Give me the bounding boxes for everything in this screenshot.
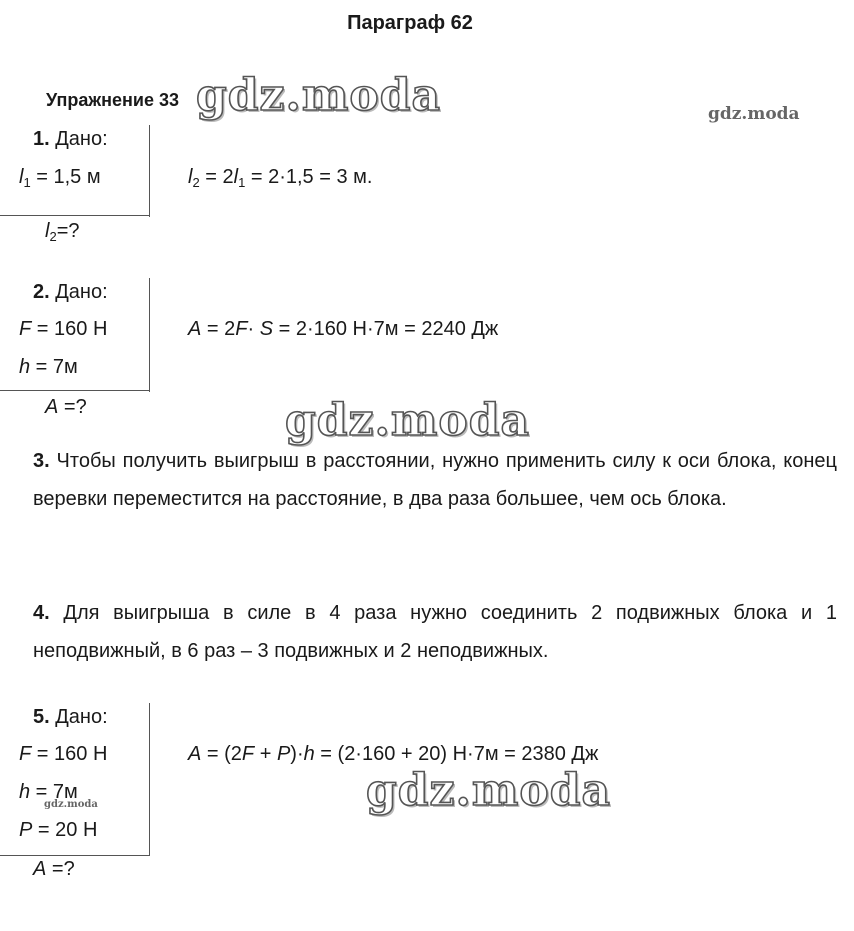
problem-4: [33, 594, 837, 670]
problem-2-number: 2.: [33, 281, 50, 303]
problem-2-solution: A = 2F· S = 2·160 Н·7м = 2240 Дж: [188, 318, 499, 340]
watermark-bottom: gdz.moda: [366, 765, 612, 816]
problem-1-solution: $l_2 = 2l_1 = 2\cdot 1,5 = 3$ м.: [188, 166, 373, 190]
given-divider: [149, 703, 150, 856]
given-label: Дано:: [55, 128, 108, 150]
problem-1-number: 1.: [33, 128, 50, 150]
problem-5-given-F: F = 160 Н: [19, 743, 108, 765]
problem-3-text: Чтобы получить выигрыш в расстоянии, нужно применить силу к оси блока, конец веревки переместится на расстояние, в два раза большее, чем ось блока.: [33, 450, 837, 510]
problem-3: [33, 442, 837, 518]
problem-5-given-P: P = 20 Н: [19, 819, 98, 841]
problem-4-text: Для выигрыша в силе в 4 раза нужно соединить 2 подвижных блока и 1 неподвижный, в 6 раз – 3 подвижных и 2 неподвижных.: [33, 602, 837, 662]
problem-5-number: 5.: [33, 706, 50, 728]
problem-2-find: A =?: [45, 396, 87, 418]
problem-5-given-h: h = 7м: [19, 781, 78, 803]
given-divider: [149, 278, 150, 392]
watermark-tiny: gdz.moda: [44, 799, 98, 810]
problem-1-find: $l_2=$?: [45, 220, 80, 244]
problem-3-number: 3.: [33, 450, 50, 472]
problem-2-given-heading: [33, 281, 108, 304]
given-underline: [0, 215, 150, 216]
given-divider: [149, 125, 150, 217]
watermark-middle: gdz.moda: [285, 395, 531, 446]
page-title: Параграф 62: [347, 12, 473, 34]
problem-2-given-F: F = 160 Н: [19, 318, 108, 340]
problem-1-given-l1: $l_1 = 1,5$ м: [19, 166, 101, 190]
given-underline: [0, 390, 150, 391]
problem-5-given-heading: [33, 706, 108, 729]
problem-4-number: 4.: [33, 602, 50, 624]
watermark-corner: gdz.moda: [708, 104, 800, 124]
problem-5-find: A =?: [33, 858, 75, 880]
problem-1-given-heading: [33, 128, 108, 151]
exercise-heading: Упражнение 33: [46, 90, 180, 110]
watermark-top: gdz.moda: [196, 70, 442, 121]
problem-5-solution: A = (2F + P)·h = (2·160 + 20) Н·7м = 2380 Дж: [188, 743, 599, 765]
problem-2-given-h: h = 7м: [19, 356, 78, 378]
given-label: Дано:: [55, 281, 108, 303]
given-label: Дано:: [55, 706, 108, 728]
given-underline: [0, 855, 150, 856]
